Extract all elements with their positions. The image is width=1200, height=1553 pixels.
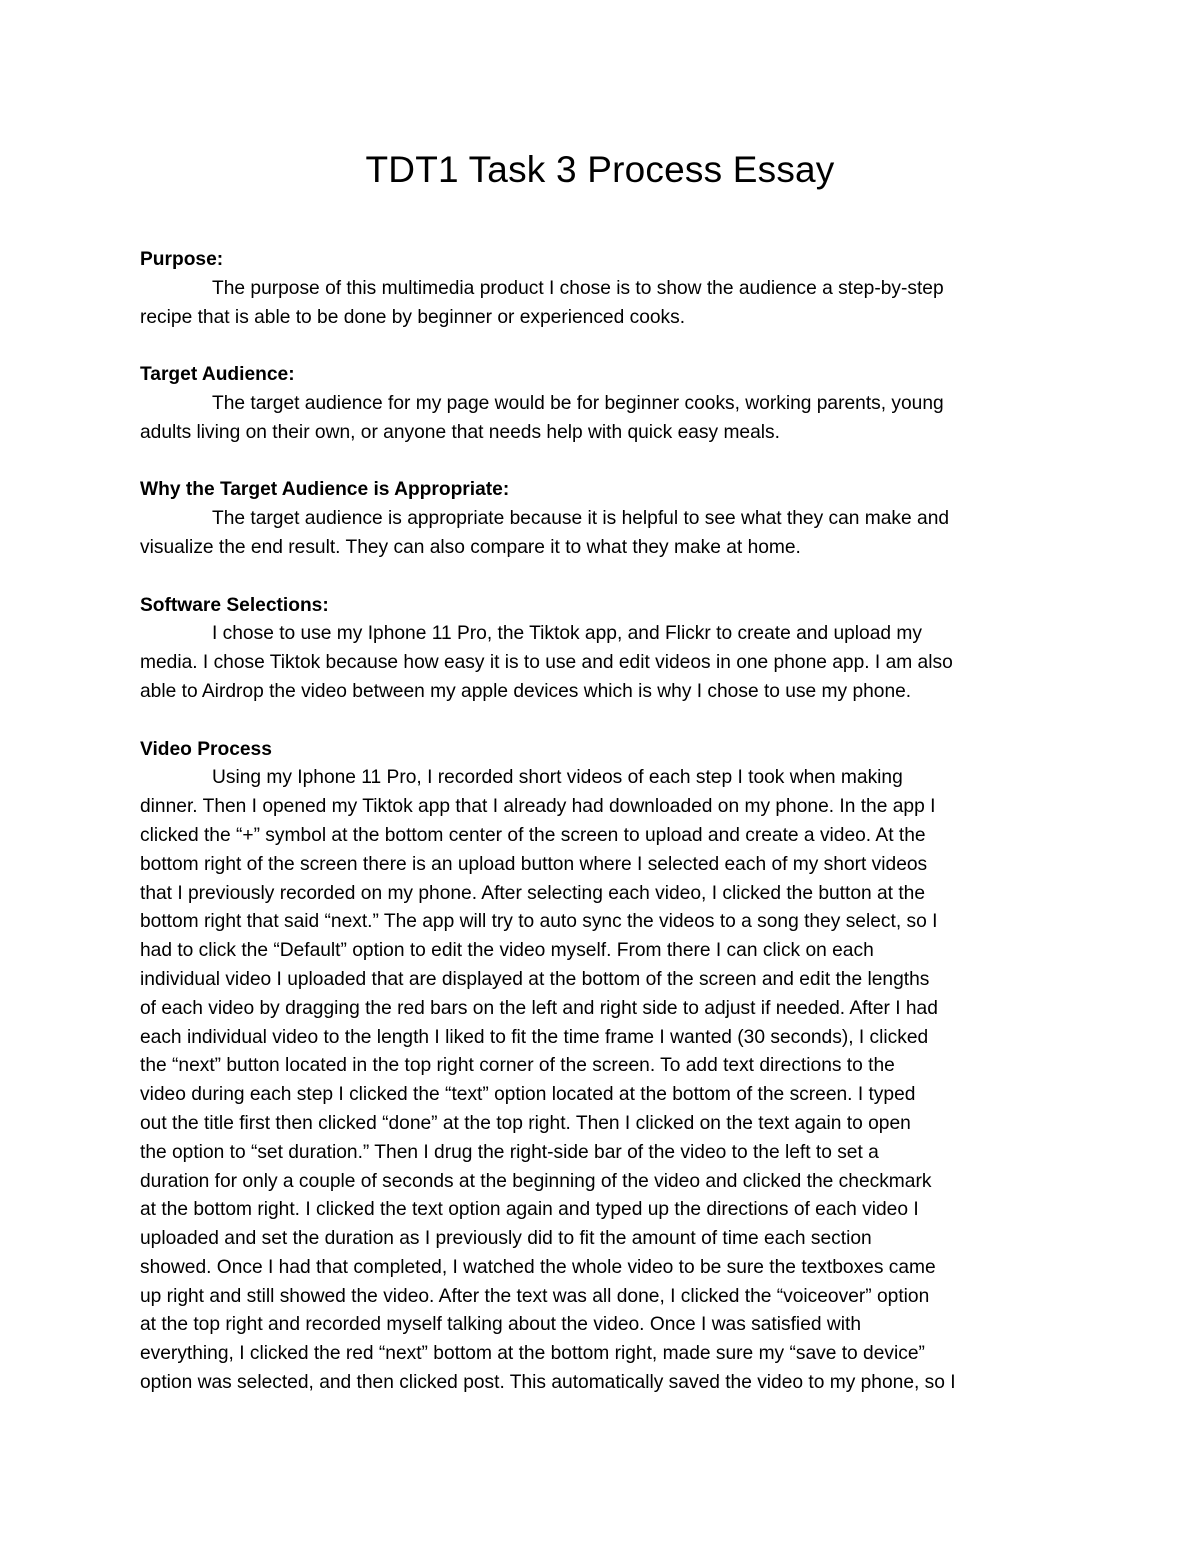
paragraph-line: that I previously recorded on my phone. After selecting each video, I clicked the button at the [140, 882, 926, 904]
paragraph-line: at the bottom right. I clicked the text option again and typed up the directions of each video I [140, 1199, 919, 1221]
paragraph-line: the option to “set duration.” Then I drug the right-side bar of the video to the left to set a [140, 1141, 879, 1163]
section-paragraph [140, 764, 1062, 1398]
paragraph-line: The target audience for my page would be for beginner cooks, working parents, young [212, 392, 944, 414]
paragraph-line: out the title first then clicked “done” at the top right. Then I clicked on the text again to open [140, 1112, 911, 1134]
paragraph-line: at the top right and recorded myself talking about the video. Once I was satisfied with [140, 1314, 861, 1336]
paragraph-line: up right and still showed the video. After the text was all done, I clicked the “voiceover” option [140, 1285, 930, 1307]
paragraph-line: Using my Iphone 11 Pro, I recorded short videos of each step I took when making [212, 767, 903, 789]
section-heading: Software Selections: [140, 594, 329, 616]
paragraph-line: individual video I uploaded that are displayed at the bottom of the screen and edit the lengths [140, 968, 930, 990]
paragraph-line: visualize the end result. They can also compare it to what they make at home. [140, 536, 801, 558]
paragraph-line: clicked the “+” symbol at the bottom center of the screen to upload and create a video. At the [140, 824, 926, 846]
document-body [140, 246, 1062, 1427]
paragraph-line: The purpose of this multimedia product I chose is to show the audience a step-by-step [212, 277, 944, 299]
section-paragraph [140, 390, 1062, 448]
paragraph-line: The target audience is appropriate because it is helpful to see what they can make and [212, 508, 950, 530]
paragraph-line: recipe that is able to be done by beginner or experienced cooks. [140, 306, 686, 328]
paragraph-line: dinner. Then I opened my Tiktok app that I already had downloaded on my phone. In the app I [140, 796, 936, 818]
section-purpose [140, 246, 1062, 332]
paragraph-line: duration for only a couple of seconds at the beginning of the video and clicked the checkmark [140, 1170, 932, 1192]
paragraph-line: bottom right that said “next.” The app will try to auto sync the videos to a song they select, so I [140, 911, 938, 933]
section-paragraph [140, 620, 1062, 706]
section-target-audience [140, 361, 1062, 447]
paragraph-line: video during each step I clicked the “text” option located at the bottom of the screen. I typed [140, 1084, 916, 1106]
paragraph-line: adults living on their own, or anyone that needs help with quick easy meals. [140, 421, 780, 443]
section-heading: Purpose: [140, 249, 224, 270]
paragraph-line: option was selected, and then clicked post. This automatically saved the video to my phone, so I [140, 1372, 956, 1394]
section-software-selections [140, 592, 1062, 707]
section-paragraph [140, 275, 1062, 333]
section-paragraph [140, 505, 1062, 563]
paragraph-line: media. I chose Tiktok because how easy it is to use and edit videos in one phone app. I am also [140, 652, 953, 674]
paragraph-line: able to Airdrop the video between my apple devices which is why I chose to use my phone. [140, 680, 912, 702]
paragraph-line: of each video by dragging the red bars on the left and right side to adjust if needed. After I had [140, 997, 938, 1019]
section-why-appropriate [140, 476, 1062, 562]
section-heading: Target Audience: [140, 364, 295, 386]
paragraph-line: everything, I clicked the red “next” bottom at the bottom right, made sure my “save to device” [140, 1343, 925, 1365]
paragraph-line: the “next” button located in the top right corner of the screen. To add text directions to the [140, 1055, 895, 1077]
paragraph-line: each individual video to the length I liked to fit the time frame I wanted (30 seconds), I clicked [140, 1026, 929, 1048]
section-heading: Why the Target Audience is Appropriate: [140, 479, 510, 501]
paragraph-line: uploaded and set the duration as I previously did to fit the amount of time each section [140, 1228, 872, 1250]
document-title: TDT1 Task 3 Process Essay [365, 149, 835, 190]
paragraph-line: had to click the “Default” option to edit the video myself. From there I can click on each [140, 940, 874, 962]
section-video-process [140, 736, 1062, 1398]
paragraph-line: I chose to use my Iphone 11 Pro, the Tiktok app, and Flickr to create and upload my [212, 623, 922, 645]
paragraph-line: bottom right of the screen there is an upload button where I selected each of my short videos [140, 853, 928, 875]
paragraph-line: showed. Once I had that completed, I watched the whole video to be sure the textboxes came [140, 1256, 936, 1278]
section-heading: Video Process [140, 738, 272, 760]
